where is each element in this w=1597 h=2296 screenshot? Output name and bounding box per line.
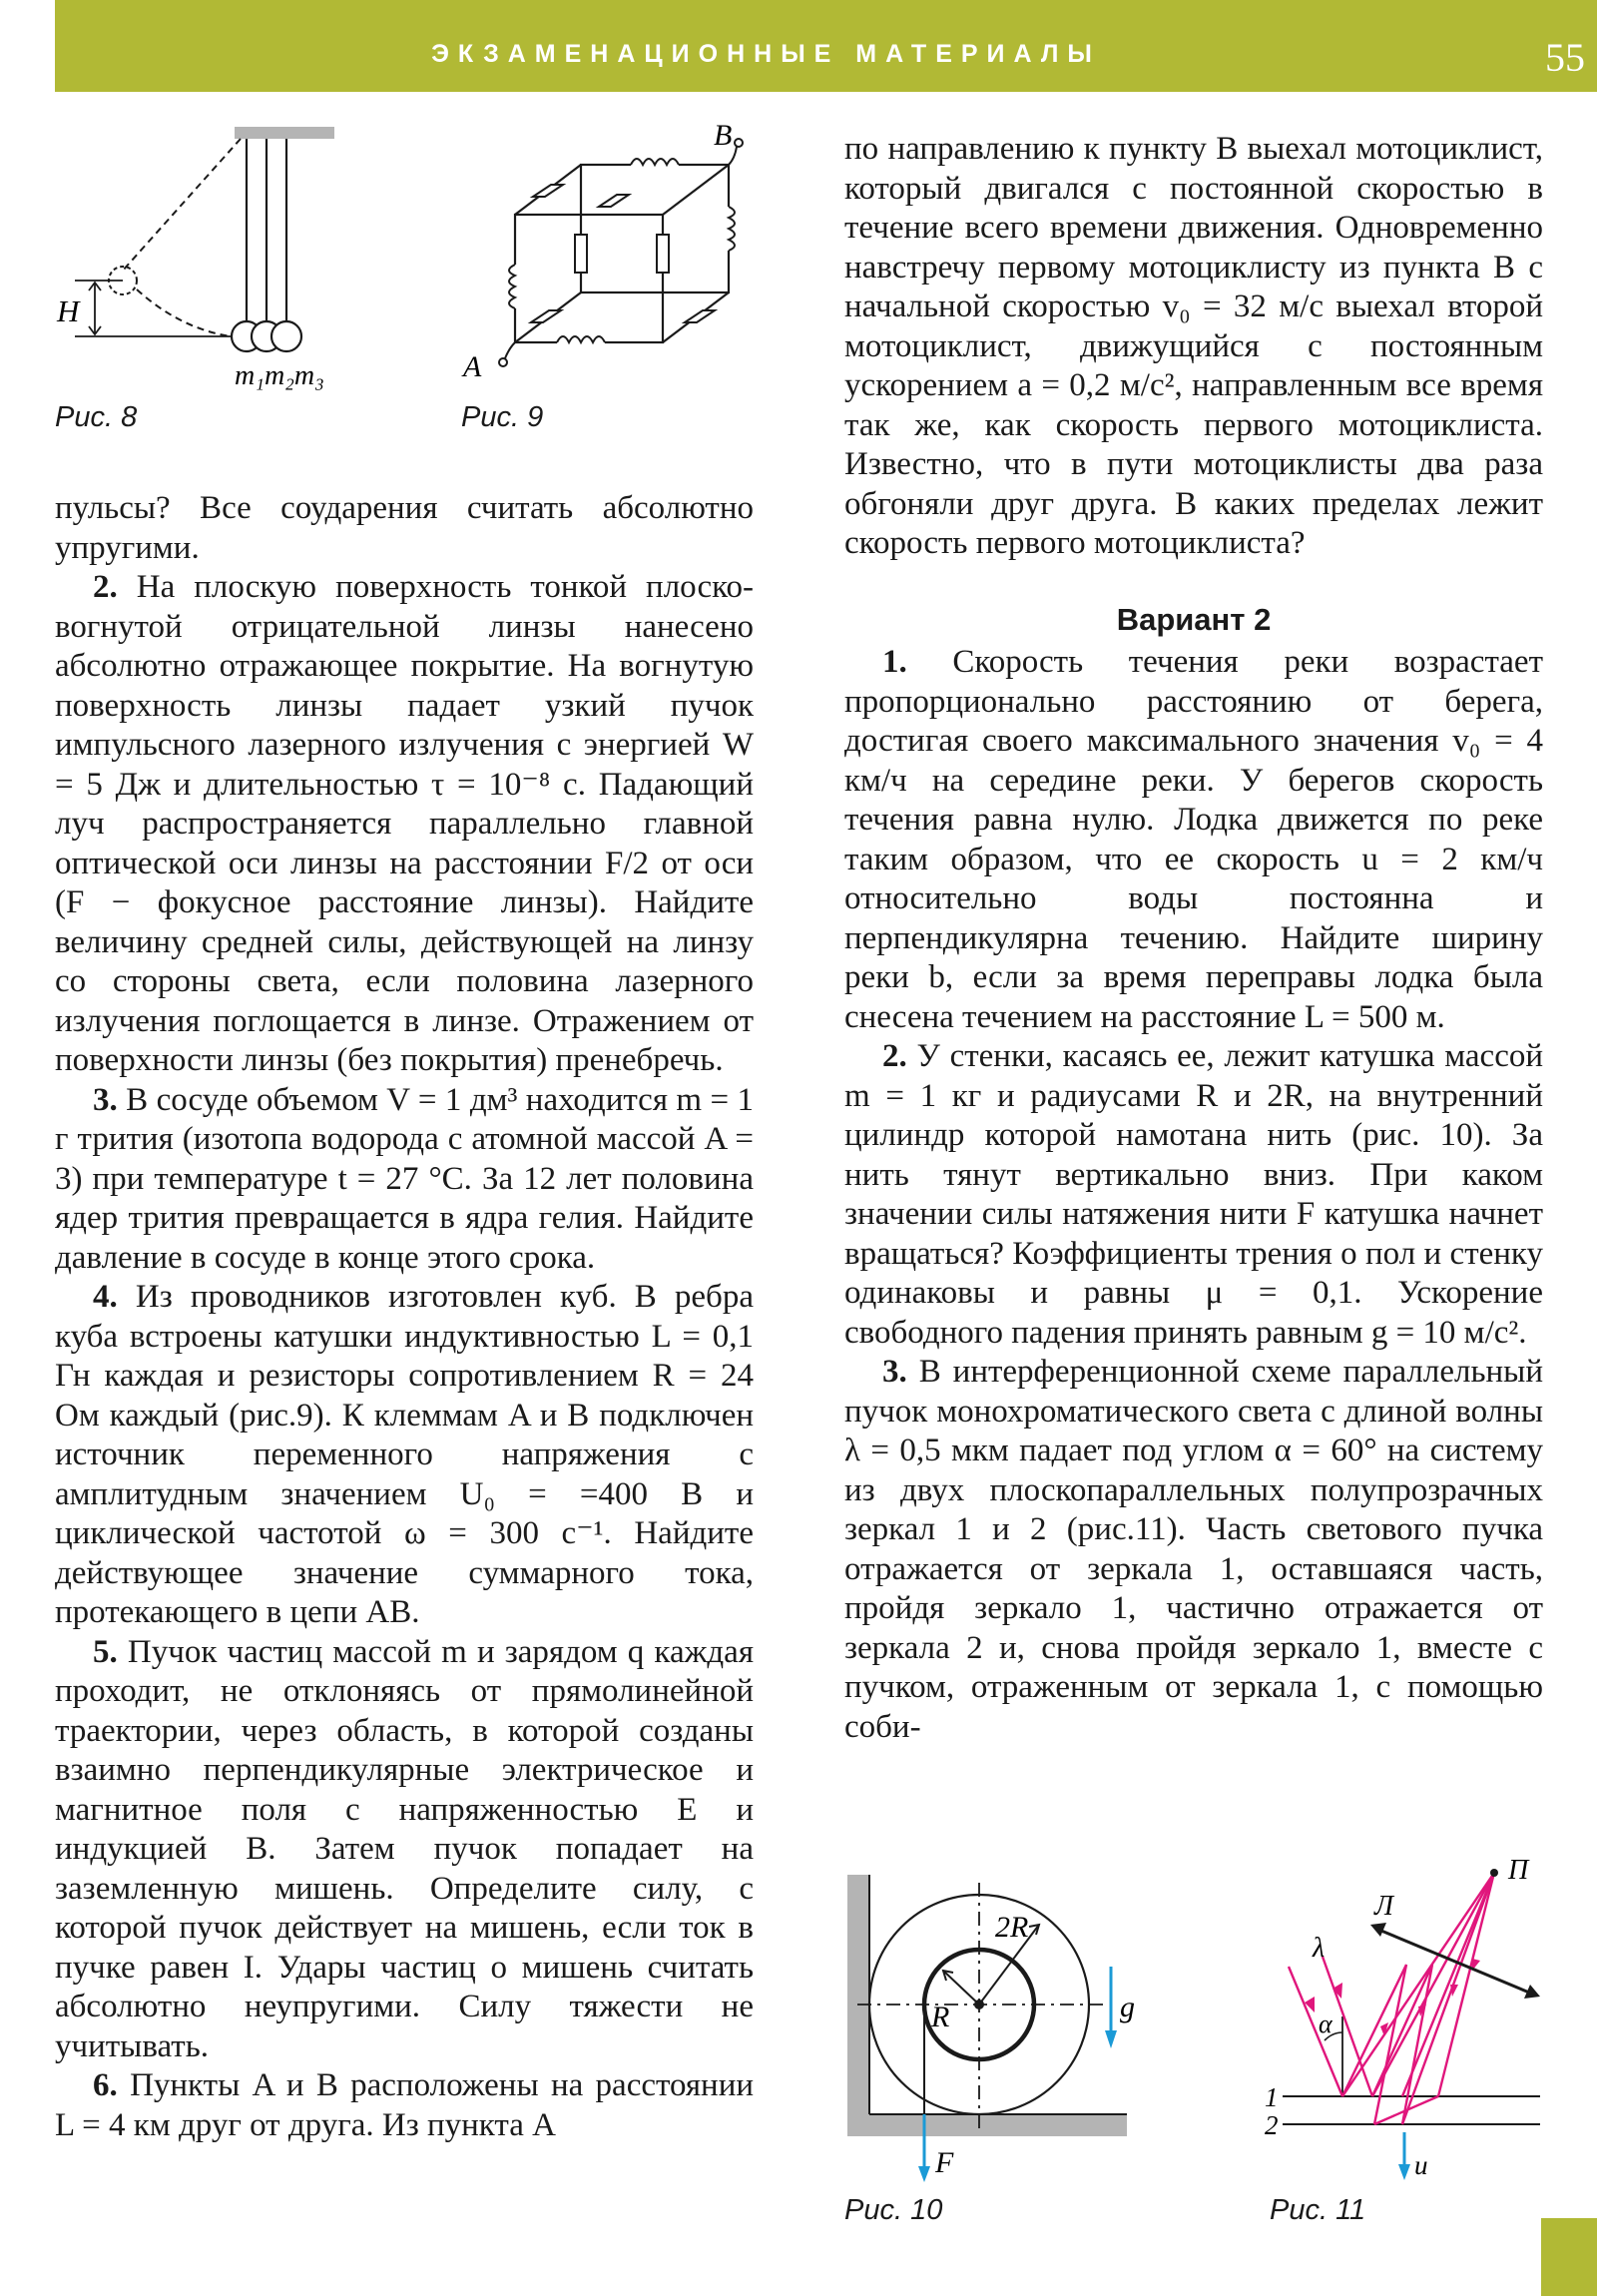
fig8-label-h: H (57, 293, 80, 328)
variant2-problem-1 (844, 643, 1543, 1037)
figure-8-caption: Рис. 8 (55, 401, 138, 433)
fig11-label-l: Л (1374, 1891, 1393, 1922)
right-column (844, 130, 1543, 1747)
fig10-wall (847, 1875, 869, 2136)
fig8-ceiling (235, 127, 334, 139)
problem-number: 4. (93, 1279, 118, 1315)
problem-number: 1. (882, 644, 907, 680)
paragraph-continued: пульсы? Все соударения считать абсолютно упругими. (55, 490, 754, 566)
problem-text: В интерференционной схеме параллельный пучок монохроматического света с длиной волны λ = 0,5 мкм падает под углом α = 60° на систему из двух плоскопараллельных полупрозрачных зеркал 1 и 2 (рис.11). Часть светового пучка отражается от зеркала 1, оставшаяся часть, пройдя зеркало 1, частично отражается от зеркала 2 и, снова пройдя зеркало 1, вместе с пучком, отраженным от зеркала 1, с помощью соби- (844, 1354, 1543, 1745)
fig10-label-g: g (1120, 1991, 1135, 2023)
fig9-label-a: A (463, 350, 482, 383)
figure-9 (459, 115, 769, 404)
variant2-problem-2 (844, 1037, 1543, 1353)
fig11-label-u: u (1414, 2150, 1428, 2180)
problem-number: 3. (882, 1354, 907, 1390)
fig11-label-lambda: λ (1313, 1933, 1326, 1964)
corner-accent-block (1541, 2218, 1597, 2296)
problem-3 (55, 1081, 754, 1279)
problem-text: На плоскую поверхность тонкой плоско-вогнутой отрицательной линзы нанесено абсолютно отражающее покрытие. На вогнутую поверхность линзы падает узкий пучок импульсного лазерного излучения с энергией W = 5 Дж и длительностью τ = 10⁻⁸ с. Падающий луч распространяется параллельно главной оптической оси линзы на расстоянии F/2 от оси (F − фокусное расстояние линзы). Найдите величину средней силы, действующей на линзу со стороны света, если половина лазерного излучения поглощается в линзе. Отражением от поверхности линзы (без покрытия) пренебречь. (55, 569, 754, 1078)
problem-text: Пучок частиц массой m и зарядом q каждая проходит, не отклоняясь от прямолинейной траектории, через область, в которой созданы взаимно перпендикулярные электрическое и магнитное поля с напряженностью E и индукцией B. Затем пучок попадает на заземленную мишень. Определите силу, с которой пучок действует на мишень, если ток в пучке равен I. Удары частиц о мишень считать абсолютно неупругими. Силу тяжести не учитывать. (55, 1633, 755, 2064)
problem-2 (55, 568, 754, 1081)
problem-number: 6. (93, 2067, 118, 2103)
problem-number: 5. (93, 1633, 118, 1670)
fig9-back-face (581, 165, 729, 292)
fig8-label-masses: m₁m₂m₃ (235, 360, 324, 391)
fig10-label-f: F (935, 2146, 954, 2179)
problem-5 (55, 1633, 754, 2067)
fig10-label-2r: 2R (995, 1911, 1029, 1944)
problem-number: 3. (93, 1081, 118, 1118)
running-header: ЭКЗАМЕНАЦИОННЫЕ МАТЕРИАЛЫ (431, 40, 1101, 68)
problem-4 (55, 1278, 754, 1633)
figure-11-caption: Рис. 11 (1270, 2194, 1366, 2226)
figure-9-caption: Рис. 9 (461, 401, 544, 433)
figure-11 (1263, 1857, 1562, 2186)
figure-8 (55, 115, 374, 404)
figure-10-caption: Рис. 10 (844, 2194, 943, 2226)
variant-heading: Вариант 2 (1116, 601, 1272, 637)
page-number: 55 (1545, 35, 1585, 80)
fig8-ball-3 (271, 321, 301, 351)
fig10-floor (847, 2114, 1127, 2136)
problem-text: Из проводников изготовлен куб. В ребра куба встроены катушки индуктивностью L = 0,1 Гн каждая и резисторы сопротивлением R = 24 Ом каждый (рис.9). К клеммам A и B подключен источник переменного напряжения с амплитудным значением U₀ = =400 В и циклической частотой ω = 300 с⁻¹. Найдите действующее значение суммарного тока, протекающего в цепи AB. (55, 1279, 754, 1630)
problem-number: 2. (93, 569, 118, 605)
fig11-label-1: 1 (1265, 2082, 1279, 2112)
problem-text: В сосуде объемом V = 1 дм³ находится m = 1 г трития (изотопа водорода с атомной массой A = 3) при температуре t = 27 °C. За 12 лет половина ядер трития превращается в ядра гелия. Найдите давление в сосуде в конце этого срока. (55, 1081, 755, 1276)
fig9-label-b: B (714, 119, 733, 152)
left-column (55, 489, 754, 2145)
fig11-focus-point (1490, 1869, 1498, 1877)
problem-6 (55, 2066, 754, 2145)
fig10-label-r: R (931, 2001, 950, 2033)
variant2-problem-3 (844, 1353, 1543, 1747)
problem-text: У стенки, касаясь ее, лежит катушка массой m = 1 кг и радиусами R и 2R, на внутренний цилиндр которой намотана нить (рис. 10). За нить тянут вертикально вниз. При каком значении силы натяжения нити F катушка начнет вращаться? Коэффициенты трения о пол и стенку одинаковы и равны μ = 0,1. Ускорение свободного падения принять равным g = 10 м/с². (844, 1038, 1544, 1351)
fig11-label-alpha: α (1319, 2009, 1332, 2038)
fig11-label-2: 2 (1265, 2110, 1279, 2140)
problem-6-continued: по направлению к пункту B выехал мотоциклист, который двигался с постоянной скоростью в течение всего времени движения. Одновременно навстречу первому мотоциклисту из пункта B с начальной скоростью v₀ = 32 м/с выехал второй мотоциклист, движущийся с постоянным ускорением a = 0,2 м/с², направленным все время так же, как скорость первого мотоциклиста. Известно, что в пути мотоциклисты два раза обгоняли друг друга. В каких пределах лежит скорость первого мотоциклиста? (844, 131, 1543, 561)
problem-number: 2. (882, 1038, 907, 1074)
problem-text: Пункты A и B расположены на расстоянии L = 4 км друг от друга. Из пункта A (55, 2067, 755, 2143)
fig11-label-p: П (1508, 1857, 1529, 1886)
header-bar (55, 0, 1597, 92)
figure-10 (843, 1867, 1173, 2186)
problem-text: Скорость течения реки возрастает пропорционально расстоянию от берега, достигая своего максимального значения v₀ = 4 км/ч на середине реки. У берегов скорость течения равна нулю. Лодка движется по реке таким образом, что ее скорость u = 2 км/ч относительно воды постоянна и перпендикулярна течению. Найдите ширину реки b, если за время переправы лодка была снесена течением на расстояние L = 500 м. (844, 644, 1543, 1035)
